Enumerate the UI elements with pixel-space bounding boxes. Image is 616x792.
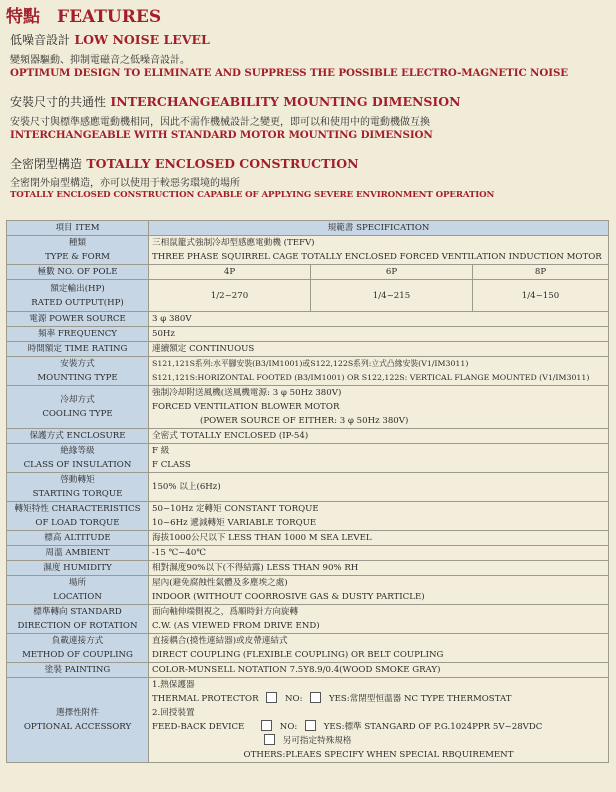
feature-heading-zh: 安裝尺寸的共通性: [10, 95, 107, 109]
row-label: [7, 386, 149, 429]
value-zh: 直接耦合(撓性連結器)或皮帶連結式: [152, 636, 288, 646]
label-en: OPTIONAL ACCESSORY: [23, 722, 132, 732]
row-label: [7, 605, 149, 634]
value-zh: 面向軸伸端側視之，爲順時針方向旋轉: [152, 607, 299, 617]
value-en: (POWER SOURCE OF EITHER: 3 φ 50Hz 380V): [200, 416, 409, 426]
value-line: 50~10Hz 定轉矩 CONSTANT TORQUE: [152, 504, 319, 514]
row-label: [7, 502, 149, 531]
thermal-checkbox-blank[interactable]: [266, 692, 277, 703]
value-zh: 另可指定特殊規格: [282, 736, 352, 746]
value-en: S121,121S:HORIZONTAL FOOTED (B3/IM1001) OR S122,122S: VERTICAL FLANGE MOUNTED (V1/IM3011): [152, 373, 590, 382]
table-row: [7, 561, 609, 576]
row-label: 周溫 AMBIENT: [7, 546, 149, 561]
row-label: 極數 NO. OF POLE: [7, 265, 149, 280]
label-en: STARTING TORQUE: [32, 489, 123, 499]
header-item: 項目 ITEM: [7, 221, 149, 236]
yes-label: YES:標準 STANGARD OF P.G.1024PPR 5V~28VDC: [323, 722, 543, 732]
feedback-checkbox-no[interactable]: [305, 720, 316, 731]
table-row: [7, 265, 609, 280]
label-zh: 冷却方式: [60, 395, 95, 405]
pole-value: 6P: [311, 265, 473, 280]
value-zh: 2.回授裝置: [152, 708, 195, 718]
row-label: 頻率 FREQUENCY: [7, 327, 149, 342]
feature-desc-zh: 安裝尺寸與標準感應電動機相同，因此不需作機械設計之變更，即可以和使用中的電動機做互換: [10, 117, 430, 128]
row-value: 相對濕度90%以下(不得結露) LESS THAN 90% RH: [149, 561, 609, 576]
value-en: INDOOR (WITHOUT COORROSIVE GAS & DUSTY PARTICLE): [152, 592, 425, 602]
row-label: [7, 444, 149, 473]
row-label: 濕度 HUMIDITY: [7, 561, 149, 576]
other-checkbox[interactable]: [264, 734, 275, 745]
row-value: [149, 502, 609, 531]
header-spec: 規範書 SPECIFICATION: [149, 221, 609, 236]
row-label: 標高 ALTITUDE: [7, 531, 149, 546]
row-value: -15 ℃~40℃: [149, 546, 609, 561]
row-label: [7, 236, 149, 265]
label-en: COOLING TYPE: [42, 409, 113, 419]
value-zh: 1.熱保護器: [152, 680, 195, 690]
value-zh: 強制冷却附送風機(送風機電源: 3 φ 50Hz 380V): [152, 388, 342, 398]
table-row: [7, 605, 609, 634]
value-line: 10~6Hz 遞減轉矩 VARIABLE TORQUE: [152, 518, 317, 528]
feature-heading-zh: 全密閉型構造: [10, 157, 83, 171]
row-value: 150% 以上(6Hz): [149, 473, 609, 502]
table-row: [7, 663, 609, 678]
row-label: 保護方式 ENCLOSURE: [7, 429, 149, 444]
feature-heading-en: INTERCHANGEABILITY MOUNTING DIMENSION: [110, 94, 461, 109]
row-value: [149, 357, 609, 386]
feature-heading-en: LOW NOISE LEVEL: [74, 32, 210, 47]
feature-desc-zh: 全密閉外扇型構造，亦可以使用于較惡劣環境的場所: [10, 178, 240, 189]
row-label: 時間額定 TIME RATING: [7, 342, 149, 357]
yes-label: YES:常閉型恒溫器 NC TYPE THERMOSTAT: [328, 694, 512, 704]
label-zh: 場所: [68, 578, 87, 588]
thermal-checkbox-no[interactable]: [310, 692, 321, 703]
row-label: [7, 473, 149, 502]
table-row: [7, 236, 609, 265]
value-en: THERMAL PROTECTOR: [152, 694, 259, 704]
row-value: [149, 576, 609, 605]
feature-heading-en: TOTALLY ENCLOSED CONSTRUCTION: [86, 156, 359, 171]
label-zh: 種類: [68, 238, 87, 248]
table-header-row: [7, 221, 609, 236]
label-en: RATED OUTPUT(HP): [31, 297, 124, 308]
value-en: THREE PHASE SQUIRREL CAGE TOTALLY ENCLOSED FORCED VENTILATION INDUCTION MOTOR: [152, 252, 602, 262]
row-label: [7, 678, 149, 763]
value-en: C.W. (AS VIEWED FROM DRIVE END): [152, 621, 320, 631]
feature-desc-zh: 變頻器驅動、抑制電磁音之低噪音設計。: [10, 55, 190, 66]
row-value: 全密式 TOTALLY ENCLOSED (IP-54): [149, 429, 609, 444]
row-label: [7, 576, 149, 605]
row-value: 連續額定 CONTINUOUS: [149, 342, 609, 357]
feature-heading-low-noise: [10, 31, 210, 48]
label-zh: 負載連接方式: [51, 636, 104, 646]
feature-heading-mounting: [10, 93, 461, 110]
table-row: [7, 531, 609, 546]
table-row: [7, 280, 609, 312]
row-value: [149, 678, 609, 763]
table-row: [7, 357, 609, 386]
pole-value: 8P: [473, 265, 609, 280]
row-label: [7, 280, 149, 312]
value-zh: 屋內(避免腐蝕性氣體及多塵埃之處): [152, 578, 288, 588]
output-value: 1/2~270: [149, 280, 311, 312]
label-zh: 絶緣等級: [60, 446, 95, 456]
row-label: [7, 357, 149, 386]
label-en: CLASS OF INSULATION: [23, 460, 132, 470]
label-en: MOUNTING TYPE: [37, 373, 118, 383]
row-value: [149, 236, 609, 265]
row-value: [149, 386, 609, 429]
row-value: [149, 634, 609, 663]
value-en: OTHERS:PLEAES SPECIFY WHEN SPECIAL RBQUIREMENT: [243, 750, 514, 760]
table-row: [7, 342, 609, 357]
table-row: [7, 678, 609, 763]
label-zh: 啓動轉矩: [60, 475, 95, 485]
value-zh: 三相鼠籠式強制冷却型感應電動機 (TEFV): [152, 238, 315, 248]
no-label: NO:: [279, 722, 298, 732]
label-line: DIRECTION OF ROTATION: [17, 621, 138, 631]
feedback-checkbox-blank[interactable]: [261, 720, 272, 731]
row-value: [149, 605, 609, 634]
accessory-feedback: [152, 720, 605, 734]
feature-desc-en: INTERCHANGEABLE WITH STANDARD MOTOR MOUNTING DIMENSION: [10, 129, 433, 141]
label-zh: 安裝方式: [60, 359, 95, 369]
row-label: 電源 POWER SOURCE: [7, 312, 149, 327]
accessory-other: [152, 734, 605, 748]
table-row: [7, 502, 609, 531]
value-en: DIRECT COUPLING (FLEXIBLE COUPLING) OR BELT COUPLING: [152, 650, 444, 660]
label-en: LOCATION: [53, 592, 102, 602]
specification-table: [6, 220, 609, 763]
row-value: [149, 444, 609, 473]
table-row: [7, 444, 609, 473]
label-line: OF LOAD TORQUE: [35, 518, 120, 528]
row-value: 3 φ 380V: [149, 312, 609, 327]
row-value: 海拔1000公尺以下 LESS THAN 1000 M SEA LEVEL: [149, 531, 609, 546]
feature-desc-en: OPTIMUM DESIGN TO ELIMINATE AND SUPPRESS THE POSSIBLE ELECTRO-MAGNETIC NOISE: [10, 67, 569, 79]
row-value: COLOR-MUNSELL NOTATION 7.5Y8.9/0.4(WOOD SMOKE GRAY): [149, 663, 609, 678]
accessory-thermal: [152, 692, 605, 706]
label-en: TYPE & FORM: [45, 252, 110, 262]
table-row: [7, 546, 609, 561]
row-label: 塗裝 PAINTING: [7, 663, 149, 678]
pole-value: 4P: [149, 265, 311, 280]
table-row: [7, 576, 609, 605]
value-en: FORCED VENTILATION BLOWER MOTOR: [152, 402, 340, 412]
feature-heading-enclosed: [10, 155, 359, 172]
table-row: [7, 327, 609, 342]
label-zh: 選擇性附件: [56, 708, 99, 718]
no-label: NO:: [285, 694, 303, 704]
feature-desc-en: TOTALLY ENCLOSED CONSTRUCTION CAPABLE OF APPLYING SEVERE ENVIRONMENT OPERATION: [10, 190, 495, 200]
feature-heading-zh: 低噪音設計: [10, 33, 71, 47]
value-zh: S121,121S系列:水平腳安裝(B3/IM1001)或S122,122S系列:立式凸緣安裝(V1/IM3011): [152, 359, 469, 368]
features-title: 特點 FEATURES: [6, 7, 162, 27]
table-row: [7, 429, 609, 444]
label-line: 標準轉向 STANDARD: [33, 607, 122, 617]
row-value: 50Hz: [149, 327, 609, 342]
value-en: F CLASS: [152, 460, 191, 470]
table-row: [7, 386, 609, 429]
value-zh: F 級: [152, 446, 170, 456]
output-value: 1/4~150: [473, 280, 609, 312]
label-zh: 額定輸出(HP): [50, 283, 105, 294]
label-line: 轉矩特性 CHARACTERISTICS: [14, 504, 141, 514]
table-row: [7, 473, 609, 502]
table-row: [7, 312, 609, 327]
value-en: FEED-BACK DEVICE: [152, 722, 245, 732]
output-value: 1/4~215: [311, 280, 473, 312]
table-row: [7, 634, 609, 663]
label-en: METHOD OF COUPLING: [22, 650, 133, 660]
row-label: [7, 634, 149, 663]
